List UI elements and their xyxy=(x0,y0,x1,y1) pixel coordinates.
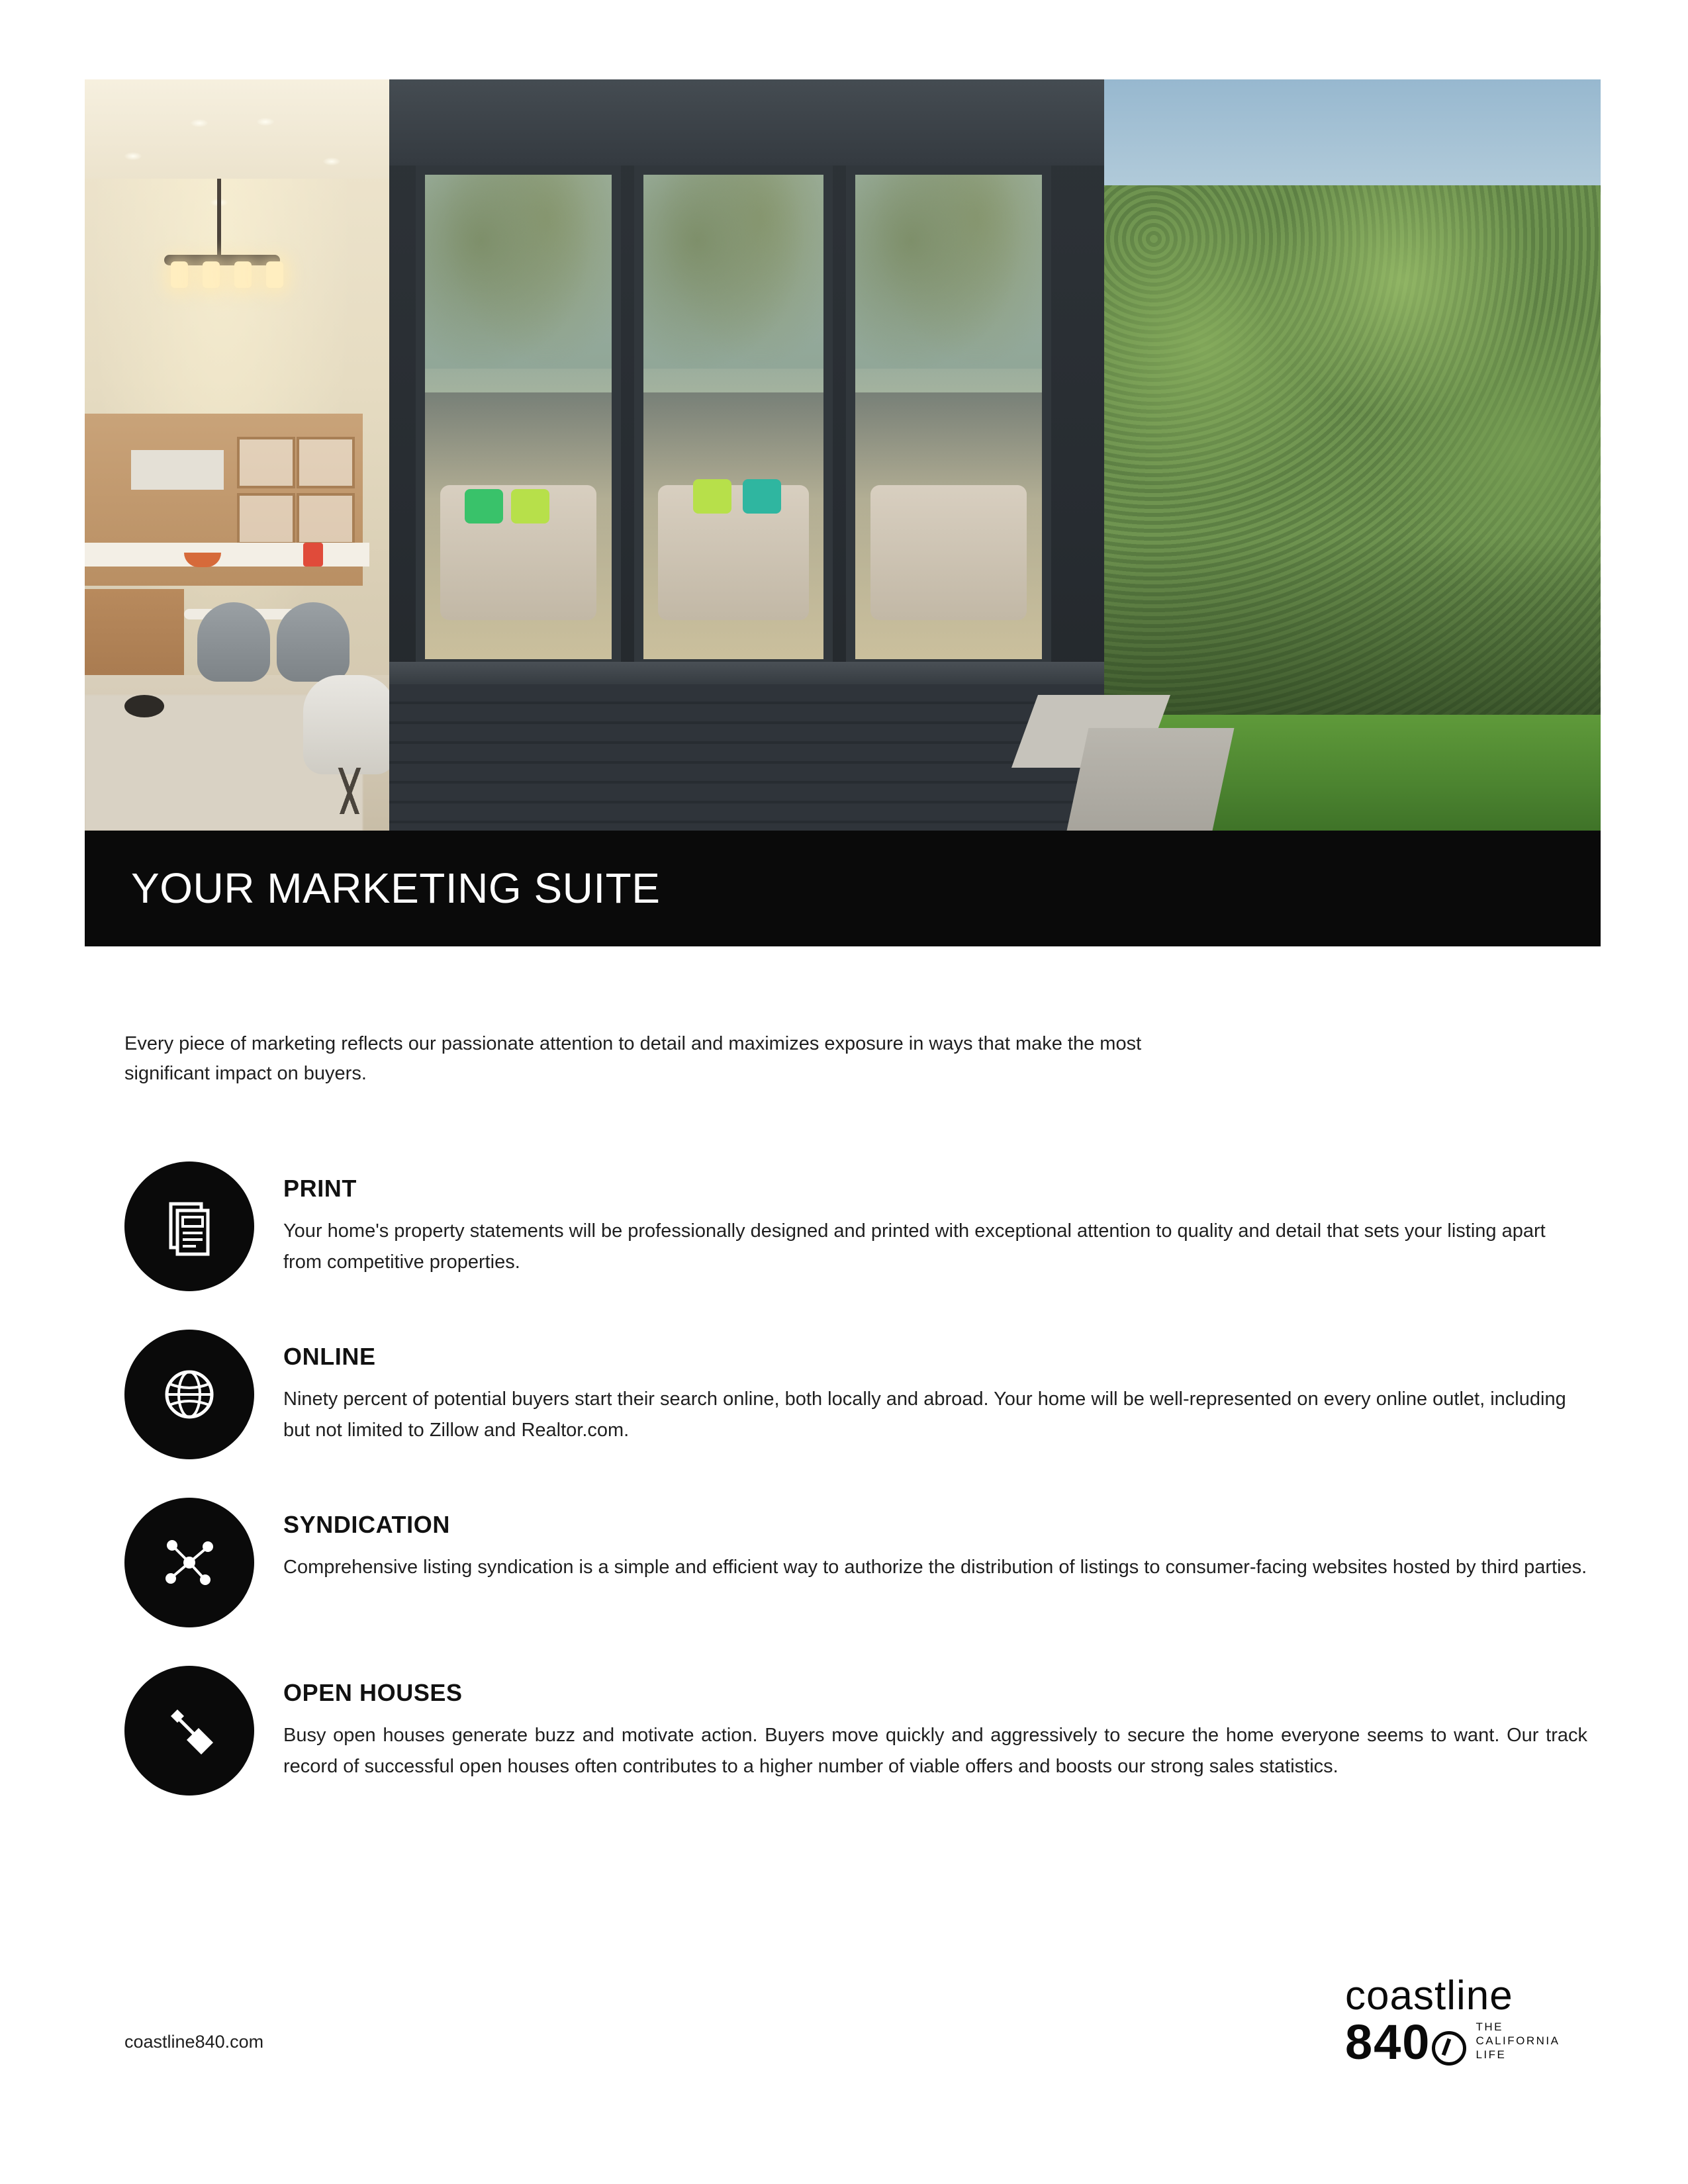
window-sill xyxy=(389,662,1104,684)
logo-mark-icon xyxy=(1432,2031,1466,2066)
window-reflection-trees xyxy=(643,175,823,392)
feature-list xyxy=(124,1161,1587,1834)
chandelier-bulb xyxy=(234,261,252,288)
online-badge xyxy=(124,1330,254,1459)
house-siding xyxy=(389,684,1104,831)
window-pane xyxy=(634,165,833,668)
decor-accent xyxy=(303,543,323,567)
network-share-icon xyxy=(158,1531,221,1594)
ceiling xyxy=(85,79,389,179)
cabinet-glass-door xyxy=(297,493,355,545)
window-pane xyxy=(846,165,1051,668)
syndication-badge xyxy=(124,1498,254,1627)
logo-tagline-line2: CALIFORNIA xyxy=(1476,2034,1560,2047)
floor-lamp-base xyxy=(124,695,164,717)
intro-paragraph: Every piece of marketing reflects our passionate attention to detail and maximizes exposure in ways that make the most significant impact on buyers. xyxy=(124,1033,1142,1084)
feature-item-open-houses xyxy=(124,1666,1587,1796)
cabinet-glass-door xyxy=(237,437,295,488)
logo-tagline xyxy=(1476,2020,1560,2066)
feature-item-online xyxy=(124,1330,1587,1459)
cabinet-glass-door xyxy=(237,493,295,545)
window-reflection-trees xyxy=(855,175,1042,392)
hedge-shadow xyxy=(1104,536,1601,721)
globe-icon xyxy=(158,1363,221,1426)
feature-title: SYNDICATION xyxy=(283,1511,450,1538)
window-pillow xyxy=(693,479,731,514)
chandelier-bulb xyxy=(266,261,283,288)
page-title-bar xyxy=(85,831,1601,946)
feature-text xyxy=(283,1330,1587,1446)
chandelier xyxy=(217,179,221,258)
window-pillow xyxy=(465,489,503,523)
dining-chair xyxy=(197,602,270,682)
downlight-icon xyxy=(191,119,208,127)
feature-item-print xyxy=(124,1161,1587,1291)
logo-number-row xyxy=(1345,2015,1570,2070)
window-pillow xyxy=(511,489,549,523)
window-sofa xyxy=(870,485,1027,621)
feature-text xyxy=(283,1666,1587,1782)
feature-item-syndication xyxy=(124,1498,1587,1627)
feature-body: Your home's property statements will be professionally designed and printed with exceptional attention to quality and detail that sets your listing apart from competitive properties. xyxy=(283,1220,1546,1273)
logo-tagline-line1: THE xyxy=(1476,2020,1503,2033)
feature-title: OPEN HOUSES xyxy=(283,1679,463,1706)
feature-title: PRINT xyxy=(283,1175,357,1202)
coastline-840-logo xyxy=(1345,1973,1570,2075)
concrete-patio xyxy=(1067,728,1235,831)
chair-legs xyxy=(320,768,379,814)
logo-number: 840 xyxy=(1345,2015,1431,2070)
dining-chair xyxy=(277,602,350,682)
logo-tagline-line3: LIFE xyxy=(1476,2048,1507,2062)
print-badge xyxy=(124,1161,254,1291)
logo-wordmark: coastline xyxy=(1345,1973,1513,2019)
chandelier-bulb xyxy=(171,261,188,288)
feature-body: Comprehensive listing syndication is a simple and efficient way to authorize the distribution of listings to consumer-facing websites hosted by third parties. xyxy=(283,1557,1587,1578)
page-title: YOUR MARKETING SUITE xyxy=(131,864,661,912)
dining-chair xyxy=(303,675,396,774)
footer-website[interactable]: coastline840.com xyxy=(124,2032,264,2052)
feature-text xyxy=(283,1498,1587,1583)
downlight-icon xyxy=(124,152,142,160)
feature-body: Busy open houses generate buzz and motivate action. Buyers move quickly and aggressively to secure the home everyone seems to want. Our track record of successful open houses often contributes to a higher number of viable offers and boosts our strong sales statistics. xyxy=(283,1725,1587,1777)
cabinet-glass-door xyxy=(297,437,355,488)
window-reflection-trees xyxy=(425,175,612,392)
downlight-icon xyxy=(323,158,340,165)
kitchen-counter xyxy=(85,543,369,567)
feature-body: Ninety percent of potential buyers start their search online, both locally and abroad. Your home will be well-represented on every online outlet, including but not limited to Zillow and Realtor.com. xyxy=(283,1388,1566,1441)
downlight-icon xyxy=(257,118,274,126)
window-pane xyxy=(416,165,621,668)
window-pillow xyxy=(743,479,781,514)
hero-property-photo xyxy=(85,79,1601,831)
facade-eave xyxy=(389,79,1104,165)
interior-room-area xyxy=(85,79,389,831)
open-house-sign-icon xyxy=(158,1699,221,1762)
chandelier-bulb xyxy=(203,261,220,288)
feature-text xyxy=(283,1161,1587,1278)
feature-title: ONLINE xyxy=(283,1343,376,1370)
newspaper-icon xyxy=(158,1195,221,1258)
range-hood xyxy=(131,450,224,490)
window-sofa xyxy=(658,485,809,621)
open-houses-badge xyxy=(124,1666,254,1796)
